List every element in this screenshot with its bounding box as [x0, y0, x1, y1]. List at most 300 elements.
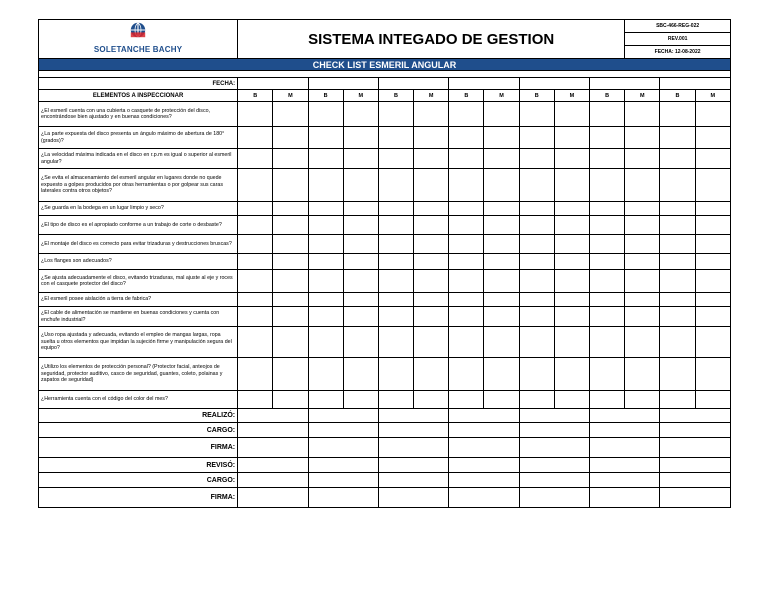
signature-cell[interactable]: [660, 458, 731, 473]
check-cell[interactable]: [273, 202, 308, 216]
check-cell[interactable]: [308, 169, 343, 202]
question-text: ¿La velocidad máxima indicada en el disco en r.p.m es igual o superior al esmeril angular?: [39, 149, 238, 169]
check-cell[interactable]: [625, 235, 660, 254]
check-cell[interactable]: [590, 127, 625, 149]
check-cell[interactable]: [695, 169, 730, 202]
check-cell[interactable]: [554, 102, 589, 127]
check-cell[interactable]: [273, 327, 308, 358]
check-cell[interactable]: [378, 216, 413, 235]
check-cell[interactable]: [519, 254, 554, 270]
signature-cell[interactable]: [308, 488, 378, 508]
check-cell[interactable]: [484, 327, 519, 358]
check-cell[interactable]: [554, 235, 589, 254]
check-cell[interactable]: [519, 358, 554, 391]
check-cell[interactable]: [660, 327, 695, 358]
questions-body: [39, 102, 731, 409]
check-cell[interactable]: [449, 169, 484, 202]
check-cell[interactable]: [519, 127, 554, 149]
check-cell[interactable]: [273, 270, 308, 293]
signature-label-realizo: REALIZÓ:: [39, 409, 238, 423]
question-text: ¿El cable de alimentación se mantiene en buenas condiciones y cuenta con enchufe industrial?: [39, 307, 238, 327]
signature-cell[interactable]: [378, 409, 448, 423]
check-cell[interactable]: [695, 102, 730, 127]
column-bueno-header: B: [519, 90, 554, 102]
check-cell[interactable]: [695, 293, 730, 307]
signature-row: [39, 423, 731, 438]
check-cell[interactable]: [273, 358, 308, 391]
check-cell[interactable]: [378, 307, 413, 327]
signature-label-cargo1: CARGO:: [39, 423, 238, 438]
check-cell[interactable]: [414, 293, 449, 307]
check-cell[interactable]: [519, 293, 554, 307]
question-text: ¿Utilizo los elementos de protección personal? (Protector facial, anteojos de seguridad, protector auditivo, casco de seguridad, guantes, coleto, polainas y zapatos de seguridad): [39, 358, 238, 391]
check-cell[interactable]: [343, 358, 378, 391]
check-cell[interactable]: [308, 293, 343, 307]
check-cell[interactable]: [378, 235, 413, 254]
signature-cell[interactable]: [519, 473, 589, 488]
check-cell[interactable]: [660, 169, 695, 202]
check-cell[interactable]: [554, 254, 589, 270]
column-bueno-header: B: [238, 90, 273, 102]
check-cell[interactable]: [414, 127, 449, 149]
check-cell[interactable]: [308, 307, 343, 327]
check-cell[interactable]: [238, 254, 273, 270]
check-cell[interactable]: [414, 254, 449, 270]
check-cell[interactable]: [273, 169, 308, 202]
question-text: ¿Se guarda en la bodega en un lugar limpio y seco?: [39, 202, 238, 216]
title-band-row: [39, 59, 731, 71]
check-cell[interactable]: [519, 216, 554, 235]
check-cell[interactable]: [414, 149, 449, 169]
check-cell[interactable]: [238, 327, 273, 358]
check-cell[interactable]: [660, 235, 695, 254]
check-cell[interactable]: [625, 327, 660, 358]
signature-cell[interactable]: [378, 458, 448, 473]
check-cell[interactable]: [449, 127, 484, 149]
signature-cell[interactable]: [238, 458, 308, 473]
check-cell[interactable]: [519, 169, 554, 202]
question-text: ¿Se ajusta adecuadamente el disco, evitando trizaduras, mal ajuste al eje y roces con el casquete protector del disco?: [39, 270, 238, 293]
check-cell[interactable]: [590, 149, 625, 169]
check-cell[interactable]: [414, 391, 449, 409]
check-cell[interactable]: [414, 216, 449, 235]
signature-cell[interactable]: [378, 423, 448, 438]
check-cell[interactable]: [695, 235, 730, 254]
signature-cell[interactable]: [238, 423, 308, 438]
globe-logo-icon: [130, 22, 146, 38]
doc-code: SBC-466-REG-022: [625, 20, 731, 33]
check-cell[interactable]: [484, 169, 519, 202]
check-cell[interactable]: [625, 254, 660, 270]
check-cell[interactable]: [238, 169, 273, 202]
column-malo-header: M: [554, 90, 589, 102]
spacer-row: [39, 71, 731, 78]
checklist-sheet: [38, 19, 731, 508]
column-bueno-header: B: [308, 90, 343, 102]
check-cell[interactable]: [238, 216, 273, 235]
check-cell[interactable]: [343, 307, 378, 327]
check-cell[interactable]: [378, 270, 413, 293]
check-cell[interactable]: [590, 270, 625, 293]
check-cell[interactable]: [625, 270, 660, 293]
signature-cell[interactable]: [308, 409, 378, 423]
question-row: [39, 216, 731, 235]
check-cell[interactable]: [343, 169, 378, 202]
check-cell[interactable]: [484, 270, 519, 293]
check-cell[interactable]: [273, 127, 308, 149]
signature-cell[interactable]: [308, 473, 378, 488]
column-malo-header: M: [484, 90, 519, 102]
check-cell[interactable]: [554, 327, 589, 358]
check-cell[interactable]: [484, 358, 519, 391]
check-cell[interactable]: [378, 293, 413, 307]
signature-row: [39, 488, 731, 508]
check-cell[interactable]: [238, 202, 273, 216]
check-cell[interactable]: [590, 327, 625, 358]
check-cell[interactable]: [343, 270, 378, 293]
check-cell[interactable]: [378, 149, 413, 169]
check-cell[interactable]: [378, 102, 413, 127]
check-cell[interactable]: [519, 102, 554, 127]
check-cell[interactable]: [238, 307, 273, 327]
check-cell[interactable]: [695, 149, 730, 169]
signature-row: [39, 438, 731, 458]
check-cell[interactable]: [660, 102, 695, 127]
company-logo: [39, 20, 238, 59]
check-cell[interactable]: [308, 358, 343, 391]
check-cell[interactable]: [519, 149, 554, 169]
check-cell[interactable]: [695, 202, 730, 216]
check-cell[interactable]: [625, 127, 660, 149]
signature-cell[interactable]: [519, 409, 589, 423]
check-cell[interactable]: [484, 307, 519, 327]
check-cell[interactable]: [554, 270, 589, 293]
check-cell[interactable]: [519, 307, 554, 327]
check-cell[interactable]: [238, 358, 273, 391]
check-cell[interactable]: [590, 254, 625, 270]
column-malo-header: M: [343, 90, 378, 102]
check-cell[interactable]: [449, 327, 484, 358]
check-cell[interactable]: [449, 358, 484, 391]
check-cell[interactable]: [308, 102, 343, 127]
check-cell[interactable]: [625, 391, 660, 409]
check-cell[interactable]: [378, 327, 413, 358]
check-cell[interactable]: [343, 235, 378, 254]
check-cell[interactable]: [660, 202, 695, 216]
check-cell[interactable]: [449, 149, 484, 169]
check-cell[interactable]: [590, 391, 625, 409]
check-cell[interactable]: [308, 254, 343, 270]
check-cell[interactable]: [484, 235, 519, 254]
check-cell[interactable]: [590, 102, 625, 127]
check-cell[interactable]: [378, 254, 413, 270]
signature-cell[interactable]: [519, 488, 589, 508]
check-cell[interactable]: [695, 216, 730, 235]
fecha-cell[interactable]: [238, 78, 308, 90]
check-cell[interactable]: [484, 293, 519, 307]
check-cell[interactable]: [273, 102, 308, 127]
signature-cell[interactable]: [590, 488, 660, 508]
check-cell[interactable]: [590, 202, 625, 216]
check-cell[interactable]: [625, 307, 660, 327]
signature-cell[interactable]: [590, 438, 660, 458]
signature-cell[interactable]: [590, 458, 660, 473]
check-cell[interactable]: [484, 216, 519, 235]
check-cell[interactable]: [308, 270, 343, 293]
check-cell[interactable]: [378, 127, 413, 149]
check-cell[interactable]: [484, 254, 519, 270]
signature-cell[interactable]: [308, 458, 378, 473]
check-cell[interactable]: [449, 254, 484, 270]
signature-cell[interactable]: [519, 438, 589, 458]
checklist-table: [38, 19, 731, 508]
check-cell[interactable]: [273, 293, 308, 307]
signature-cell[interactable]: [238, 473, 308, 488]
signature-cell[interactable]: [238, 438, 308, 458]
signature-cell[interactable]: [519, 458, 589, 473]
question-text: ¿El esmeril posee aislación a tierra de fabrica?: [39, 293, 238, 307]
check-cell[interactable]: [695, 127, 730, 149]
check-cell[interactable]: [590, 307, 625, 327]
signature-cell[interactable]: [238, 409, 308, 423]
check-cell[interactable]: [238, 102, 273, 127]
check-cell[interactable]: [554, 293, 589, 307]
check-cell[interactable]: [273, 391, 308, 409]
check-cell[interactable]: [554, 391, 589, 409]
check-cell[interactable]: [343, 254, 378, 270]
check-cell[interactable]: [449, 102, 484, 127]
check-cell[interactable]: [273, 307, 308, 327]
check-cell[interactable]: [238, 293, 273, 307]
check-cell[interactable]: [660, 307, 695, 327]
check-cell[interactable]: [414, 327, 449, 358]
signature-cell[interactable]: [449, 458, 519, 473]
check-cell[interactable]: [414, 270, 449, 293]
check-cell[interactable]: [238, 391, 273, 409]
check-cell[interactable]: [238, 270, 273, 293]
check-cell[interactable]: [273, 235, 308, 254]
check-cell[interactable]: [554, 358, 589, 391]
signature-cell[interactable]: [308, 423, 378, 438]
question-row: [39, 169, 731, 202]
signature-cell[interactable]: [449, 423, 519, 438]
check-cell[interactable]: [695, 270, 730, 293]
signature-cell[interactable]: [378, 488, 448, 508]
check-cell[interactable]: [273, 149, 308, 169]
check-cell[interactable]: [519, 235, 554, 254]
question-row: [39, 254, 731, 270]
check-cell[interactable]: [484, 127, 519, 149]
check-cell[interactable]: [625, 202, 660, 216]
check-cell[interactable]: [449, 216, 484, 235]
signature-cell[interactable]: [449, 438, 519, 458]
signature-cell[interactable]: [449, 473, 519, 488]
check-cell[interactable]: [343, 102, 378, 127]
check-cell[interactable]: [695, 327, 730, 358]
check-cell[interactable]: [378, 202, 413, 216]
check-cell[interactable]: [519, 270, 554, 293]
signature-cell[interactable]: [449, 488, 519, 508]
signature-cell[interactable]: [660, 488, 731, 508]
signature-row: [39, 409, 731, 423]
check-cell[interactable]: [519, 391, 554, 409]
column-malo-header: M: [695, 90, 730, 102]
column-malo-header: M: [625, 90, 660, 102]
check-cell[interactable]: [590, 235, 625, 254]
fecha-label: FECHA:: [39, 78, 238, 90]
check-cell[interactable]: [484, 202, 519, 216]
check-cell[interactable]: [554, 149, 589, 169]
check-cell[interactable]: [660, 216, 695, 235]
check-cell[interactable]: [378, 169, 413, 202]
check-cell[interactable]: [660, 270, 695, 293]
signature-label-reviso: REVISÓ:: [39, 458, 238, 473]
check-cell[interactable]: [343, 293, 378, 307]
check-cell[interactable]: [343, 216, 378, 235]
check-cell[interactable]: [625, 293, 660, 307]
question-row: [39, 202, 731, 216]
signature-cell[interactable]: [590, 409, 660, 423]
question-text: ¿El esmeril cuenta con una cubierta o casquete de protección del disco, encontrándose bien ajustado y en buenas condiciones?: [39, 102, 238, 127]
check-cell[interactable]: [308, 202, 343, 216]
check-cell[interactable]: [449, 307, 484, 327]
check-cell[interactable]: [414, 358, 449, 391]
question-row: [39, 235, 731, 254]
check-cell[interactable]: [308, 327, 343, 358]
check-cell[interactable]: [519, 327, 554, 358]
check-cell[interactable]: [484, 102, 519, 127]
check-cell[interactable]: [695, 391, 730, 409]
column-malo-header: M: [414, 90, 449, 102]
check-cell[interactable]: [590, 169, 625, 202]
signature-cell[interactable]: [308, 438, 378, 458]
check-cell[interactable]: [414, 169, 449, 202]
question-text: ¿Los flanges son adecuados?: [39, 254, 238, 270]
question-row: [39, 358, 731, 391]
check-cell[interactable]: [484, 391, 519, 409]
check-cell[interactable]: [590, 216, 625, 235]
spacer: [39, 71, 731, 78]
check-cell[interactable]: [554, 127, 589, 149]
question-row: [39, 391, 731, 409]
signature-cell[interactable]: [238, 488, 308, 508]
column-malo-header: M: [273, 90, 308, 102]
check-cell[interactable]: [695, 307, 730, 327]
check-cell[interactable]: [590, 358, 625, 391]
check-cell[interactable]: [660, 358, 695, 391]
fecha-cell[interactable]: [378, 78, 448, 90]
check-cell[interactable]: [554, 307, 589, 327]
check-cell[interactable]: [449, 270, 484, 293]
signature-cell[interactable]: [378, 438, 448, 458]
column-bueno-header: B: [660, 90, 695, 102]
check-cell[interactable]: [273, 216, 308, 235]
check-cell[interactable]: [343, 327, 378, 358]
check-cell[interactable]: [660, 293, 695, 307]
check-cell[interactable]: [308, 391, 343, 409]
signature-cell[interactable]: [660, 423, 731, 438]
check-cell[interactable]: [378, 391, 413, 409]
fecha-cell[interactable]: [519, 78, 589, 90]
check-cell[interactable]: [308, 127, 343, 149]
check-cell[interactable]: [554, 169, 589, 202]
check-cell[interactable]: [625, 169, 660, 202]
check-cell[interactable]: [660, 149, 695, 169]
check-cell[interactable]: [625, 149, 660, 169]
check-cell[interactable]: [308, 149, 343, 169]
check-cell[interactable]: [695, 358, 730, 391]
check-cell[interactable]: [273, 254, 308, 270]
company-name: SOLETANCHE BACHY: [93, 45, 183, 54]
check-cell[interactable]: [449, 293, 484, 307]
check-cell[interactable]: [625, 102, 660, 127]
question-row: [39, 270, 731, 293]
fecha-cell[interactable]: [308, 78, 378, 90]
check-cell[interactable]: [590, 293, 625, 307]
check-cell[interactable]: [414, 307, 449, 327]
check-cell[interactable]: [238, 149, 273, 169]
question-text: ¿El tipo de disco es el apropiado conforme a un trabajo de corte o desbaste?: [39, 216, 238, 235]
signature-cell[interactable]: [660, 438, 731, 458]
fecha-row: [39, 78, 731, 90]
fecha-cell[interactable]: [590, 78, 660, 90]
check-cell[interactable]: [343, 149, 378, 169]
check-cell[interactable]: [308, 235, 343, 254]
check-cell[interactable]: [554, 202, 589, 216]
check-cell[interactable]: [660, 391, 695, 409]
check-cell[interactable]: [238, 235, 273, 254]
check-cell[interactable]: [660, 127, 695, 149]
check-cell[interactable]: [238, 127, 273, 149]
signature-cell[interactable]: [660, 409, 731, 423]
signature-cell[interactable]: [660, 473, 731, 488]
check-cell[interactable]: [484, 149, 519, 169]
check-cell[interactable]: [343, 202, 378, 216]
signature-cell[interactable]: [519, 423, 589, 438]
signature-cell[interactable]: [378, 473, 448, 488]
question-row: [39, 149, 731, 169]
question-text: ¿Se evita el almacenamiento del esmeril angular en lugares donde no quede expuesto a golpes producidos por otras herramientas o por golpear sus caras laterales contra otros objetos?: [39, 169, 238, 202]
check-cell[interactable]: [414, 102, 449, 127]
signature-label-firma2: FIRMA:: [39, 488, 238, 508]
check-cell[interactable]: [378, 358, 413, 391]
signature-cell[interactable]: [449, 409, 519, 423]
fecha-cell[interactable]: [449, 78, 519, 90]
check-cell[interactable]: [414, 235, 449, 254]
column-bueno-header: B: [590, 90, 625, 102]
check-cell[interactable]: [343, 391, 378, 409]
signature-label-cargo2: CARGO:: [39, 473, 238, 488]
check-cell[interactable]: [414, 202, 449, 216]
check-cell[interactable]: [695, 254, 730, 270]
check-cell[interactable]: [449, 202, 484, 216]
check-cell[interactable]: [554, 216, 589, 235]
check-cell[interactable]: [660, 254, 695, 270]
check-cell[interactable]: [343, 127, 378, 149]
question-text: ¿El montaje del disco es correcto para evitar trizaduras y destrucciones bruscas?: [39, 235, 238, 254]
column-bueno-header: B: [378, 90, 413, 102]
check-cell[interactable]: [449, 391, 484, 409]
question-row: [39, 307, 731, 327]
signature-cell[interactable]: [590, 473, 660, 488]
check-cell[interactable]: [449, 235, 484, 254]
check-cell[interactable]: [308, 216, 343, 235]
signature-cell[interactable]: [590, 423, 660, 438]
check-cell[interactable]: [519, 202, 554, 216]
check-cell[interactable]: [625, 216, 660, 235]
check-cell[interactable]: [625, 358, 660, 391]
fecha-cell[interactable]: [660, 78, 731, 90]
